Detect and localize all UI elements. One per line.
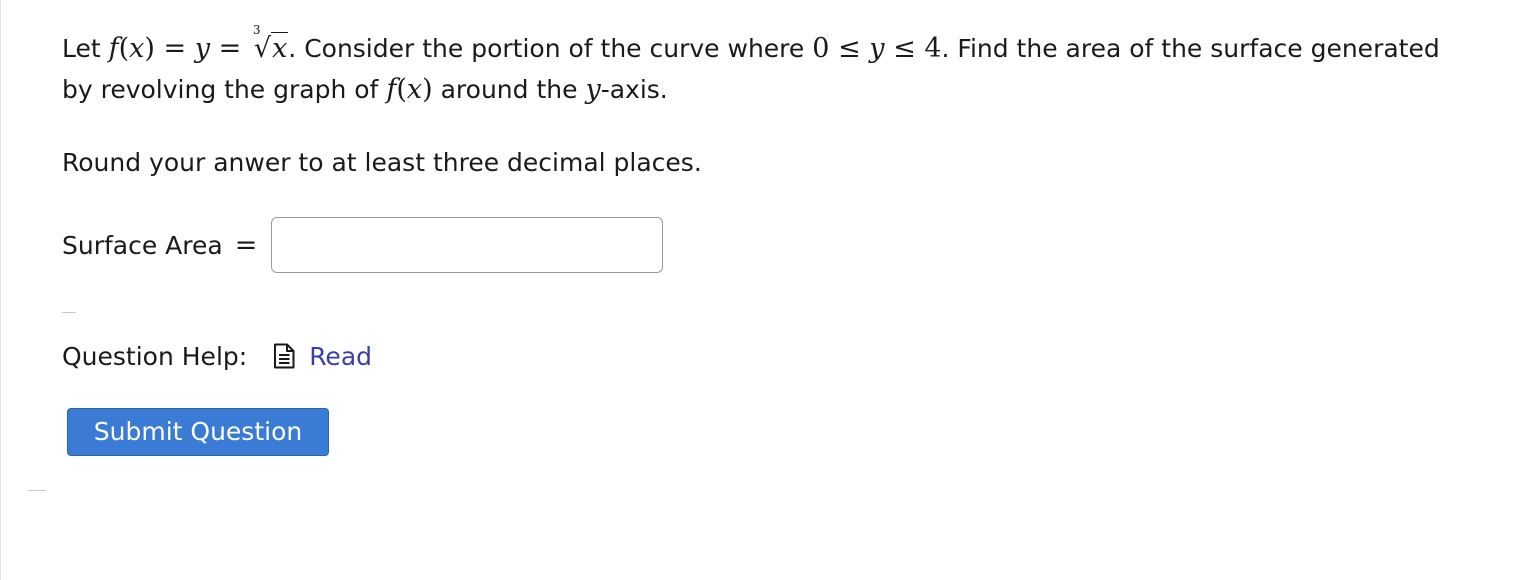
divider — [28, 490, 46, 491]
divider — [62, 312, 76, 313]
function-reference: f(x) — [386, 74, 433, 105]
read-link-label: Read — [309, 341, 373, 371]
read-link[interactable] — [273, 342, 372, 371]
document-icon — [273, 343, 295, 369]
question-help — [62, 336, 372, 376]
equals-sign: = — [234, 229, 258, 261]
question-axis: -axis. — [600, 75, 668, 104]
question-let: Let — [62, 34, 101, 63]
left-border — [0, 0, 1, 580]
help-label: Question Help: — [62, 341, 248, 371]
answer-label: Surface Area — [62, 230, 223, 260]
rounding-instruction: Round your anwer to at least three decimal places. — [62, 148, 702, 177]
question-consider: . Consider the portion of the curve where — [288, 34, 805, 63]
question-text — [62, 23, 1462, 110]
submit-question-button[interactable]: Submit Question — [67, 408, 329, 456]
cube-root: 3 √x — [252, 23, 288, 64]
question-around: around the — [440, 75, 578, 104]
question-find: . Find the area of the surface generated by revolving the graph of — [62, 34, 1440, 104]
inequality: 0 ≤ y ≤ 4 — [812, 33, 942, 64]
answer-row — [62, 216, 663, 274]
function-definition: f(x) = y = 3 √x — [109, 33, 289, 64]
surface-area-input[interactable] — [271, 217, 663, 273]
axis-variable: y — [585, 74, 601, 105]
